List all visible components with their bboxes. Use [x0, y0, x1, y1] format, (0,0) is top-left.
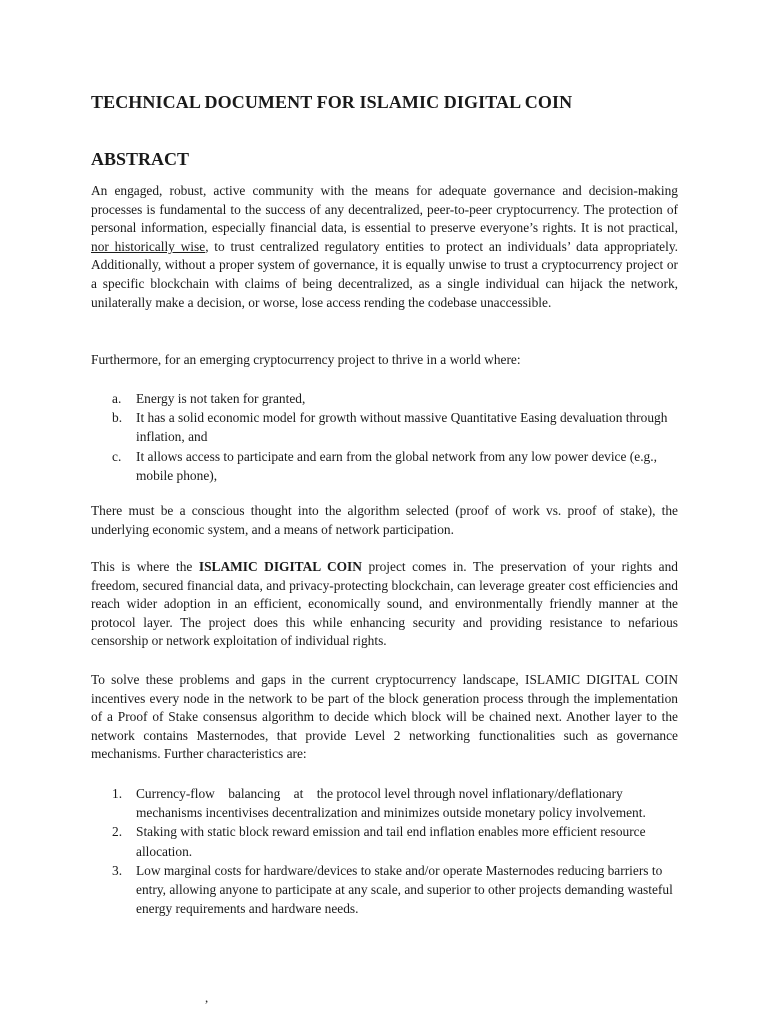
abstract-paragraph-5: To solve these problems and gaps in the current cryptocurrency landscape, ISLAMIC DIGITAL COIN incentives every node in the network to be part of the block generation process through the implementation of a Proof of Stake consensus algorithm to decide which block will be chained next. Another layer to the network contains Masternodes, that provide Level 2 networking functionalities such as governance mechanisms. Further characteristics are:: [91, 672, 678, 762]
document-title: TECHNICAL DOCUMENT FOR ISLAMIC DIGITAL COIN: [91, 92, 573, 112]
list-item: [91, 822, 691, 860]
para1-underlined-phrase: nor historically wise: [91, 238, 206, 254]
conditions-list: [91, 389, 691, 485]
list-marker: b.: [112, 410, 123, 426]
list-item: [91, 861, 691, 919]
list-marker: 3.: [112, 862, 123, 878]
list-item: [91, 408, 691, 446]
para4-text-end: project comes in. The preservation of your rights and freedom, secured financial data, and privacy-protecting blockchain, can leverage greater cost efficiencies and reach wider adoption in an efficient, economically sound, and environmentally friendly manner at the protocol layer. The project does this while enhancing security and providing resistance to nefarious censorship or network exploitation of individual rights.: [91, 559, 678, 649]
list-item-text: Staking with static block reward emission and tail end inflation enables more efficient resource allocation.: [136, 824, 646, 859]
list-item-text: Currency-flow balancing at the protocol level through novel inflationary/deflationary mechanisms incentivises decentralization and minimizes outside monetary policy involvement.: [136, 786, 646, 821]
para1-text-start: An engaged, robust, active community with the means for adequate governance and decision-making processes is fundamental to the success of any decentralized, peer-to-peer cryptocurrency. The protection of personal information, especially financial data, is essential to preserve everyone’s rights. It is not practical,: [91, 183, 678, 236]
list-item-text: It has a solid economic model for growth without massive Quantitative Easing devaluation through inflation, and: [136, 410, 668, 445]
list-marker: c.: [112, 448, 122, 464]
list-item-text: It allows access to participate and earn from the global network from any low power device (e.g., mobile phone),: [136, 448, 657, 483]
list-marker: 2.: [112, 824, 123, 840]
list-item: [91, 784, 691, 822]
list-item: [91, 447, 691, 485]
list-item: [91, 389, 691, 408]
para4-text-start: This is where the: [91, 559, 199, 574]
abstract-paragraph-1: [91, 182, 678, 312]
abstract-paragraph-3: There must be a conscious thought into the algorithm selected (proof of work vs. proof of stake), the underlying economic system, and a means of network participation.: [91, 503, 678, 537]
project-name-bold: ISLAMIC DIGITAL COIN: [198, 559, 362, 574]
abstract-heading: ABSTRACT: [91, 149, 190, 169]
list-marker: a.: [112, 391, 122, 406]
para1-text-end: , to trust centralized regulatory entities to protect an individuals’ data appropriately. Additionally, without a proper system of governance, it is equally unwise to trust a cryptocurrency project or a specific blockchain with claims of being decentralized, as a single individual can hijack the network, unilaterally make a decision, or worse, lose access rending the codebase unaccessible.: [91, 238, 679, 310]
characteristics-list: [91, 784, 691, 918]
list-marker: 1.: [112, 786, 123, 801]
list-item-text: Low marginal costs for hardware/devices to stake and/or operate Masternodes reducing barriers to entry, allowing anyone to participate at any scale, and superior to other projects demanding wasteful energy requirements and hardware needs.: [136, 862, 673, 917]
abstract-paragraph-4: [91, 558, 678, 651]
stray-comma: ,: [205, 990, 209, 1005]
abstract-paragraph-2: Furthermore, for an emerging cryptocurrency project to thrive in a world where:: [91, 352, 521, 367]
list-item-text: Energy is not taken for granted,: [136, 391, 306, 406]
